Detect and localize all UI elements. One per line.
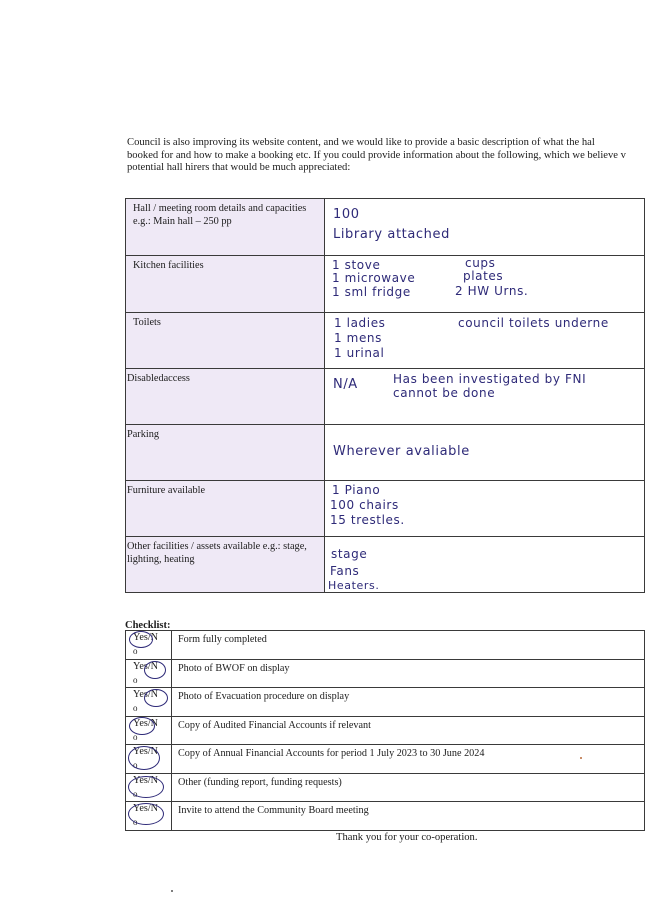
scan-speck (580, 757, 582, 759)
hall-details-table (125, 198, 645, 593)
yes-no-cell (126, 631, 172, 660)
yes-no-cell (126, 688, 172, 717)
checklist-item: Copy of Audited Financial Accounts if relevant (172, 716, 645, 745)
checklist-item: Copy of Annual Financial Accounts for period 1 July 2023 to 30 June 2024 (172, 745, 645, 774)
handwritten-answer: 1 mens (334, 331, 382, 345)
handwritten-answer: 15 trestles. (330, 513, 405, 527)
yes-no-o: o (133, 731, 138, 742)
handwritten-answer: 100 (333, 207, 360, 222)
row-label: Hall / meeting room details and capacities e.g.: Main hall – 250 pp (126, 199, 325, 256)
yes-no-cell (126, 745, 172, 774)
handwritten-answer: 1 sml fridge (332, 285, 411, 299)
row-label: Other facilities / assets available e.g.: stage, lighting, heating (126, 537, 325, 593)
row-label: Kitchen facilities (126, 256, 325, 313)
intro-paragraph (127, 137, 645, 175)
checklist-table (125, 630, 645, 831)
table-row (126, 773, 645, 802)
handwritten-answer: 2 HW Urns. (455, 284, 529, 298)
handwritten-answer: cups (465, 256, 496, 270)
yes-no-text: Yes/N (133, 660, 159, 672)
intro-line: Council is also improving its website content, and we would like to provide a basic description of what the hal (127, 137, 595, 148)
handwritten-answer: N/A (333, 377, 358, 392)
handwritten-answer: Wherever avaliable (333, 444, 470, 459)
handwritten-answer: cannot be done (393, 386, 496, 400)
circled-mark (128, 803, 164, 825)
yes-no-o: o (133, 674, 138, 685)
yes-no-text: Yes/N (133, 746, 159, 757)
handwritten-answer: 1 stove (332, 258, 381, 272)
yes-no-cell (126, 802, 172, 831)
handwritten-answer: plates (463, 269, 504, 283)
handwritten-answer: 1 Piano (332, 483, 381, 497)
row-label: Toilets (126, 313, 325, 369)
yes-no-text: Yes/N (133, 717, 159, 729)
yes-no-o: o (133, 817, 138, 827)
table-row (126, 425, 645, 481)
intro-line: booked for and how to make a booking etc. If you could provide information about the following, which we believe v (127, 149, 626, 161)
row-label: Parking (126, 425, 325, 481)
table-row (126, 688, 645, 717)
checklist-item: Form fully completed (172, 631, 645, 660)
table-row (126, 659, 645, 688)
yes-no-cell (126, 716, 172, 745)
yes-no-text: Yes/N (133, 632, 159, 643)
circled-no-mark (144, 689, 168, 707)
checklist-item: Other (funding report, funding requests) (172, 773, 645, 802)
scan-speck (171, 890, 173, 892)
checklist-title: Checklist: (125, 620, 171, 631)
row-answer (325, 369, 645, 425)
yes-no-o: o (133, 788, 138, 799)
yes-no-text: Yes/N (133, 689, 159, 700)
circled-mark (128, 776, 164, 798)
table-row (126, 716, 645, 745)
handwritten-answer: Fans (330, 564, 360, 578)
handwritten-answer: 1 ladies (334, 316, 386, 330)
table-row (126, 256, 645, 313)
handwritten-answer: council toilets underne (458, 316, 609, 330)
handwritten-answer: Has been investigated by FNI (393, 372, 587, 386)
handwritten-answer: 100 chairs (330, 498, 399, 512)
handwritten-answer: 1 microwave (332, 271, 416, 285)
table-row (126, 745, 645, 774)
table-row (126, 369, 645, 425)
circled-mark (128, 746, 160, 770)
yes-no-cell (126, 773, 172, 802)
circled-no-mark (144, 661, 166, 679)
row-label: Furniture available (126, 481, 325, 537)
table-row (126, 199, 645, 256)
table-row (126, 537, 645, 593)
table-row (126, 313, 645, 369)
checklist-item: Invite to attend the Community Board meeting (172, 802, 645, 831)
handwritten-answer: Heaters. (328, 579, 380, 592)
table-row (126, 802, 645, 831)
checklist-item: Photo of BWOF on display (172, 659, 645, 688)
yes-no-o: o (133, 760, 138, 770)
row-answer (325, 256, 645, 313)
yes-no-o: o (133, 703, 138, 713)
intro-line: potential hall hirers that would be much appreciated: (127, 162, 351, 173)
row-answer (325, 537, 645, 593)
row-label: Disabledaccess (126, 369, 325, 425)
row-answer (325, 481, 645, 537)
yes-no-text: Yes/N (133, 774, 159, 786)
handwritten-answer: stage (331, 547, 368, 561)
row-answer (325, 313, 645, 369)
table-row (126, 481, 645, 537)
checklist-item: Photo of Evacuation procedure on display (172, 688, 645, 717)
yes-no-cell (126, 659, 172, 688)
handwritten-answer: 1 urinal (334, 346, 385, 360)
handwritten-answer: Library attached (333, 227, 450, 242)
table-row (126, 631, 645, 660)
thanks-note: Thank you for your co-operation. (336, 832, 478, 843)
yes-no-o: o (133, 646, 138, 656)
row-answer (325, 199, 645, 256)
circled-yes-mark (129, 631, 153, 648)
row-answer (325, 425, 645, 481)
circled-yes-mark (129, 717, 155, 735)
yes-no-text: Yes/N (133, 803, 159, 814)
